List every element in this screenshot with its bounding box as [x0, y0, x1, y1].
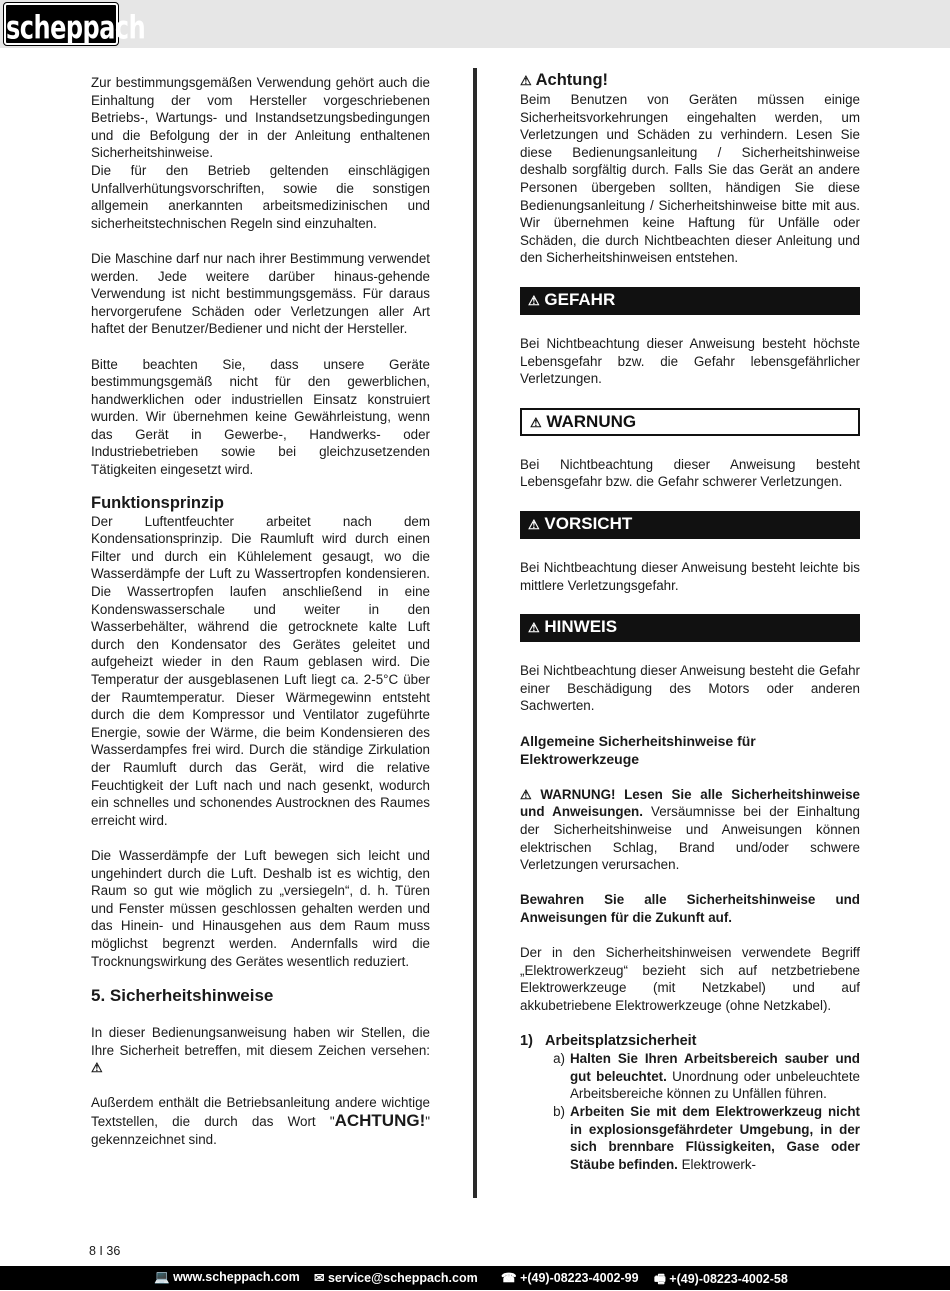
- achtung-heading: ⚠ Achtung!: [520, 71, 609, 89]
- warning-triangle-icon: ⚠: [528, 620, 540, 636]
- page-number: 8 I 36: [89, 1244, 121, 1258]
- funktionsprinzip-heading: Funktionsprinzip: [91, 493, 224, 512]
- hinweis-box: ⚠ HINWEIS: [520, 614, 860, 642]
- list-item: a) Halten Sie Ihren Arbeitsbereich sauber und gut beleuchtet. Unordnung oder unbeleuchtete Arbeitsbereiche können zu Unfällen führen.: [553, 1051, 860, 1102]
- paragraph: Die für den Betrieb geltenden einschlägigen Unfallverhütungsvorschriften, sowie die sonstigen allgemein anerkannten arbeitsmedizinischen und sicherheitstechnischen Regeln sind einzuhalten.: [91, 162, 430, 231]
- list-item: b) Arbeiten Sie mit dem Elektrowerkzeug nicht in explosionsgefährdeter Umgebung, in der sich brennbare Flüssigkeiten, Gase oder Stäube befinden. Elektrowerk-: [553, 1103, 860, 1172]
- mail-icon: ✉: [314, 1271, 325, 1285]
- paragraph: Bei Nichtbeachtung dieser Anweisung besteht Lebensgefahr bzw. die Gefahr schwerer Verletzungen.: [520, 456, 860, 490]
- warning-triangle-icon: ⚠: [91, 1060, 103, 1076]
- allgemeine-heading: Allgemeine Sicherheitshinweise für Elektrowerkzeuge: [520, 732, 756, 767]
- paragraph: Der Luftentfeuchter arbeitet nach dem Kondensationsprinzip. Die Raumluft wird durch einen Filter und durch ein Kühlelement gesaugt, wo die Wasserdämpfe der Luft zu Wassertropfen kondensieren. Die Wassertropfen laufen anschließend in eine Kondenswasserschale und weiter in den Wasserbehälter, während die getrocknete kalte Luft durch den Kondensator des Gerätes geleitet und aufgeheizt wieder in den Raum geblasen wird. Die Temperatur der ausgeblasenen Luft liegt ca. 2-5°C über der Raumtemperatur. Dieser Wärmegewinn entsteht durch die dem Kompressor und Ventilator zugeführte Energie, sowie der Wärme, die beim Kondensieren des Wasserdampfes frei wird. Durch die ständige Zirkulation der Raumluft durch das Gerät, wird die relative Feuchtigkeit der Luft nach und nach gesenkt, wodurch ein schnelles und schonendes Austrocknen des Raumes erreicht wird.: [91, 513, 430, 828]
- warning-triangle-icon: ⚠: [528, 516, 540, 532]
- paragraph: In dieser Bedienungsanweisung haben wir Stellen, die Ihre Sicherheit betreffen, mit diesem Zeichen versehen: ⚠: [91, 1025, 430, 1076]
- warning-triangle-icon: ⚠: [520, 786, 532, 802]
- paragraph: Der in den Sicherheitshinweisen verwendete Begriff „Elektrowerkzeug“ bezieht sich auf netzbetriebene Elektrowerkzeuge (mit Netzkabel) und auf akkubetriebene Elektrowerkzeuge (ohne Netzkabel).: [520, 945, 860, 1013]
- section-heading: 5. Sicherheitshinweise: [91, 986, 274, 1006]
- vorsicht-box: ⚠ VORSICHT: [520, 511, 860, 539]
- phone-icon: ☎: [501, 1271, 517, 1285]
- paragraph: Beim Benutzen von Geräten müssen einige Sicherheitsvorkehrungen eingehalten werden, um Verletzungen und Schäden zu verhindern. Lesen Sie diese Bedienungsanleitung / Sicherheitshinweise deshalb sorgfältig durch. Falls Sie das Gerät an andere Personen übergeben sollten, händigen Sie diese Bedienungsanleitung / Sicherheitshinweise bitte mit aus. Wir übernehmen keine Haftung für Unfälle oder Schäden, die durch Nichtbeachten dieser Anleitung und den Sicherheitshinweisen entstehen.: [520, 92, 860, 266]
- gefahr-box: ⚠ GEFAHR: [520, 287, 860, 315]
- footer-mail[interactable]: ✉ service@scheppach.com: [314, 1271, 478, 1285]
- paragraph: Bitte beachten Sie, dass unsere Geräte bestimmungsgemäß nicht für den gewerblichen, handwerklichen oder industriellen Einsatz konstruiert wurden. Wir übernehmen keine Gewährleistung, wenn das Gerät in Gewerbe-, Handwerks- oder Industriebetrieben sowie bei gleichzusetzenden Tätigkeiten eingesetzt wird.: [91, 356, 430, 478]
- paragraph: Zur bestimmungsgemäßen Verwendung gehört auch die Einhaltung der vom Hersteller vorgeschriebenen Betriebs-, Wartungs- und Instandsetzungsbedingungen und die Befolgung der in der Anleitung enthaltenen Sicherheitshinweise.: [91, 75, 430, 161]
- paragraph: Die Maschine darf nur nach ihrer Bestimmung verwendet werden. Jede weitere darüber hinaus-gehende Verwendung ist nicht bestimmungsgemäss. Für daraus hervorgerufene Schäden oder Verletzungen aller Art haftet der Benutzer/Bediener und nicht der Hersteller.: [91, 250, 430, 337]
- list-heading: 1) Arbeitsplatzsicherheit: [520, 1033, 697, 1050]
- paragraph: Bei Nichtbeachtung dieser Anweisung besteht die Gefahr einer Beschädigung des Motors oder anderen Sachwerten.: [520, 663, 860, 714]
- paragraph: Die Wasserdämpfe der Luft bewegen sich leicht und ungehindert durch die Luft. Deshalb ist es wichtig, den Raum so gut wie möglich zu „versiegeln“, d. h. Türen und Fenster müssen geschlossen gehalten werden und das Hinein- und Hinausgehen aus dem Raum muss möglichst begrenzt werden. Andernfalls wird die Trocknungswirkung des Gerätes wesentlich reduziert.: [91, 847, 430, 969]
- paragraph: Bei Nichtbeachtung dieser Anweisung besteht höchste Lebensgefahr bzw. die Gefahr lebensgefährlicher Verletzungen.: [520, 335, 860, 387]
- footer-web[interactable]: 💻 www.scheppach.com: [154, 1270, 300, 1284]
- page-header: [0, 0, 950, 48]
- achtung-word: ACHTUNG!: [334, 1111, 426, 1131]
- logo-text: scheppach: [6, 9, 146, 47]
- warning-triangle-icon: ⚠: [530, 414, 542, 430]
- warning-triangle-icon: ⚠: [520, 73, 532, 88]
- page-footer: [0, 1266, 950, 1290]
- warnung-box: ⚠ WARNUNG: [520, 408, 860, 436]
- column-divider: [473, 68, 477, 1198]
- right-column: [520, 70, 860, 1173]
- paragraph: ⚠ WARNUNG! Lesen Sie alle Sicherheitshinweise und Anweisungen. Versäumnisse bei der Einhaltung der Sicherheitshinweise und Anweisungen können elektrischen Schlag, Brand und/oder schwere Verletzungen verursachen.: [520, 786, 860, 873]
- paragraph: Bei Nichtbeachtung dieser Anweisung besteht leichte bis mittlere Verletzungsgefahr.: [520, 559, 860, 593]
- paragraph: Außerdem enthält die Betriebsanleitung andere wichtige Textstellen, die durch das Wort "ACHTUNG!" gekennzeichnet sind.: [91, 1095, 430, 1147]
- paragraph: Bewahren Sie alle Sicherheitshinweise und Anweisungen für die Zukunft auf.: [520, 892, 860, 926]
- left-column: [91, 74, 430, 1148]
- scheppach-logo: [4, 3, 146, 47]
- warning-triangle-icon: ⚠: [528, 292, 540, 308]
- fax-icon: 🖷: [654, 1272, 666, 1286]
- footer-fax[interactable]: 🖷 +(49)-08223-4002-58: [654, 1272, 788, 1286]
- computer-icon: 💻: [154, 1270, 170, 1284]
- footer-phone[interactable]: ☎ +(49)-08223-4002-99: [501, 1271, 639, 1285]
